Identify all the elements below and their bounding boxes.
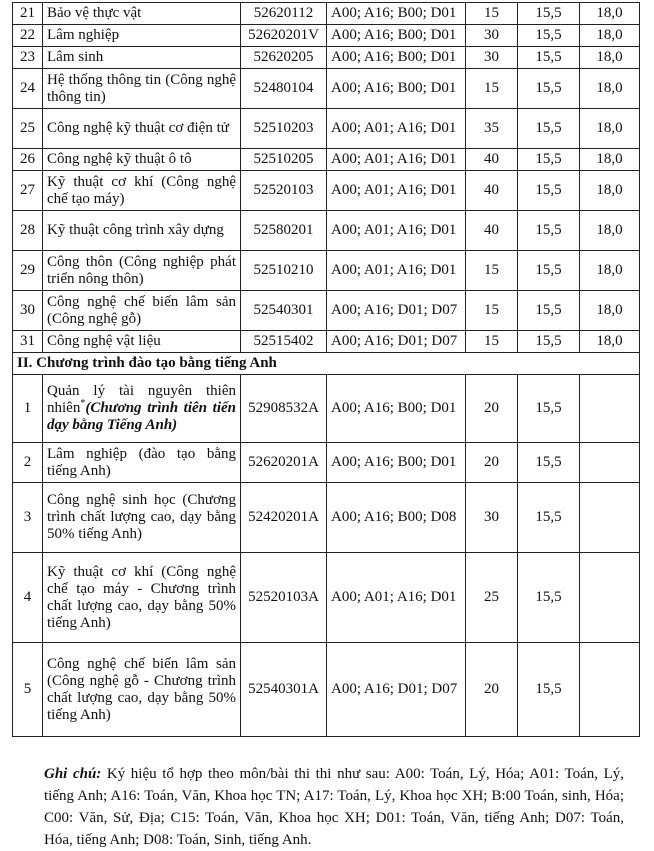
program-code: 52620201V: [241, 25, 327, 47]
min-score: 15,5: [518, 643, 580, 737]
min-score: 15,5: [518, 171, 580, 211]
subject-combination: A00; A01; A16; D01: [327, 109, 466, 149]
program-name: Kỹ thuật cơ khí (Công nghệ chế tạo máy): [43, 171, 241, 211]
table-row: [13, 331, 640, 353]
quota: 40: [466, 149, 518, 171]
table-row: [13, 291, 640, 331]
row-number: 26: [13, 149, 43, 171]
subject-combination: A00; A01; A16; D01: [327, 171, 466, 211]
min-score: 15,5: [518, 553, 580, 643]
program-code: 52510205: [241, 149, 327, 171]
quota: 15: [466, 251, 518, 291]
quota: 15: [466, 69, 518, 109]
min-score: 15,5: [518, 483, 580, 553]
program-name: Kỹ thuật công trình xây dựng: [43, 211, 241, 251]
subject-combination: A00; A01; A16; D01: [327, 251, 466, 291]
program-code: 52620205: [241, 47, 327, 69]
min-score: 15,5: [518, 69, 580, 109]
min-score-2: [580, 553, 640, 643]
footnote-star: *: [80, 398, 86, 409]
program-name-main: Quản lý tài nguyên thiên nhiên: [47, 383, 236, 416]
row-number: 29: [13, 251, 43, 291]
program-name: Công nghệ chế biến lâm sản (Công nghệ gỗ): [43, 291, 241, 331]
row-number: 24: [13, 69, 43, 109]
program-name: Lâm nghiệp: [43, 25, 241, 47]
quota: 20: [466, 375, 518, 443]
table-row: [13, 25, 640, 47]
row-number: 28: [13, 211, 43, 251]
program-name: Lâm nghiệp (đào tạo bằng tiếng Anh): [43, 443, 241, 483]
row-number: 2: [13, 443, 43, 483]
min-score-2: 18,0: [580, 291, 640, 331]
quota: 20: [466, 643, 518, 737]
program-name: Công nghệ kỹ thuật ô tô: [43, 149, 241, 171]
subject-combination: A00; A01; A16; D01: [327, 149, 466, 171]
min-score: 15,5: [518, 331, 580, 353]
part1-body: [13, 3, 640, 353]
program-name: Công nghệ kỹ thuật cơ điện tử: [43, 109, 241, 149]
subject-combination: A00; A16; B00; D01: [327, 69, 466, 109]
table-row: [13, 251, 640, 291]
row-number: 21: [13, 3, 43, 25]
program-code: 52540301: [241, 291, 327, 331]
quota: 30: [466, 47, 518, 69]
row-number: 31: [13, 331, 43, 353]
min-score-2: 18,0: [580, 3, 640, 25]
admission-table: [12, 2, 640, 737]
program-code: 52510210: [241, 251, 327, 291]
program-name: [43, 375, 241, 443]
min-score-2: 18,0: [580, 47, 640, 69]
quota: 15: [466, 291, 518, 331]
min-score: 15,5: [518, 443, 580, 483]
min-score-2: 18,0: [580, 69, 640, 109]
program-name: Công nghệ chế biến lâm sản (Công nghệ gỗ - Chương trình chất lượng cao, dạy bằng 50% tiếng Anh): [43, 643, 241, 737]
part2-body: [13, 375, 640, 737]
row-number: 4: [13, 553, 43, 643]
min-score: 15,5: [518, 375, 580, 443]
table-row: [13, 443, 640, 483]
program-code: 52510203: [241, 109, 327, 149]
table-row: [13, 47, 640, 69]
min-score: 15,5: [518, 149, 580, 171]
subject-combination: A00; A16; B00; D01: [327, 47, 466, 69]
table-row: [13, 483, 640, 553]
program-code: 52520103: [241, 171, 327, 211]
table-row: [13, 69, 640, 109]
footnote: [44, 763, 624, 851]
min-score-2: 18,0: [580, 251, 640, 291]
table-row: [13, 211, 640, 251]
table-row: [13, 375, 640, 443]
program-code: 52480104: [241, 69, 327, 109]
program-code: 52420201A: [241, 483, 327, 553]
table-row: [13, 149, 640, 171]
min-score-2: [580, 483, 640, 553]
quota: 40: [466, 211, 518, 251]
min-score-2: 18,0: [580, 171, 640, 211]
quota: 35: [466, 109, 518, 149]
footnote-label: Ghi chú:: [44, 766, 102, 782]
row-number: 1: [13, 375, 43, 443]
row-number: 5: [13, 643, 43, 737]
program-name: Công nghệ sinh học (Chương trình chất lượng cao, dạy bằng 50% tiếng Anh): [43, 483, 241, 553]
subject-combination: A00; A01; A16; D01: [327, 211, 466, 251]
subject-combination: A00; A16; D01; D07: [327, 291, 466, 331]
min-score-2: 18,0: [580, 331, 640, 353]
min-score-2: 18,0: [580, 25, 640, 47]
min-score: 15,5: [518, 3, 580, 25]
min-score: 15,5: [518, 291, 580, 331]
program-code: 52908532A: [241, 375, 327, 443]
program-name: Hệ thống thông tin (Công nghệ thông tin): [43, 69, 241, 109]
subject-combination: A00; A16; D01; D07: [327, 643, 466, 737]
footnote-text: Ký hiệu tổ hợp theo môn/bài thi thi như sau: A00: Toán, Lý, Hóa; A01: Toán, Lý, tiếng Anh; A16: Toán, Văn, Khoa học TN; A17: Toán, Lý, Khoa học XH; B:00 Toán, sinh, Hóa; C00: Văn, Sử, Địa; C15: Toán, Văn, Khoa học XH; D01: Toán, Văn, tiếng Anh; D07: Toán, Hóa, tiếng Anh; D08: Toán, Sinh, tiếng Anh.: [44, 766, 624, 848]
section-title: II. Chương trình đào tạo bằng tiếng Anh: [13, 353, 640, 375]
program-code: 52520103A: [241, 553, 327, 643]
program-code: 52580201: [241, 211, 327, 251]
subject-combination: A00; A16; B00; D01: [327, 443, 466, 483]
quota: 15: [466, 3, 518, 25]
program-code: 52540301A: [241, 643, 327, 737]
program-name: Lâm sinh: [43, 47, 241, 69]
min-score-2: [580, 443, 640, 483]
min-score: 15,5: [518, 251, 580, 291]
program-name: Công nghệ vật liệu: [43, 331, 241, 353]
min-score: 15,5: [518, 211, 580, 251]
subject-combination: A00; A16; B00; D01: [327, 3, 466, 25]
min-score-2: 18,0: [580, 109, 640, 149]
subject-combination: A00; A01; A16; D01: [327, 553, 466, 643]
quota: 30: [466, 25, 518, 47]
table-row: [13, 109, 640, 149]
row-number: 23: [13, 47, 43, 69]
row-number: 3: [13, 483, 43, 553]
quota: 30: [466, 483, 518, 553]
min-score: 15,5: [518, 47, 580, 69]
quota: 15: [466, 331, 518, 353]
table-row: [13, 643, 640, 737]
program-name: Kỹ thuật cơ khí (Công nghệ chế tạo máy - Chương trình chất lượng cao, dạy bằng 50% tiếng Anh): [43, 553, 241, 643]
row-number: 30: [13, 291, 43, 331]
min-score-2: [580, 375, 640, 443]
program-name: Công thôn (Công nghiệp phát triển nông thôn): [43, 251, 241, 291]
row-number: 25: [13, 109, 43, 149]
table-row: [13, 3, 640, 25]
min-score: 15,5: [518, 109, 580, 149]
quota: 25: [466, 553, 518, 643]
subject-combination: A00; A16; B00; D01: [327, 375, 466, 443]
program-code: 52620112: [241, 3, 327, 25]
program-code: 52515402: [241, 331, 327, 353]
subject-combination: A00; A16; B00; D08: [327, 483, 466, 553]
subject-combination: A00; A16; B00; D01: [327, 25, 466, 47]
row-number: 27: [13, 171, 43, 211]
program-name: Bảo vệ thực vật: [43, 3, 241, 25]
subject-combination: A00; A16; D01; D07: [327, 331, 466, 353]
min-score: 15,5: [518, 25, 580, 47]
table-row: [13, 553, 640, 643]
quota: 20: [466, 443, 518, 483]
quota: 40: [466, 171, 518, 211]
row-number: 22: [13, 25, 43, 47]
min-score-2: [580, 643, 640, 737]
min-score-2: 18,0: [580, 211, 640, 251]
min-score-2: 18,0: [580, 149, 640, 171]
program-code: 52620201A: [241, 443, 327, 483]
program-name-note: (Chương trình tiên tiến dạy bằng Tiếng Anh): [47, 400, 236, 433]
section2-body: [13, 353, 640, 375]
section-header-row: [13, 353, 640, 375]
table-row: [13, 171, 640, 211]
